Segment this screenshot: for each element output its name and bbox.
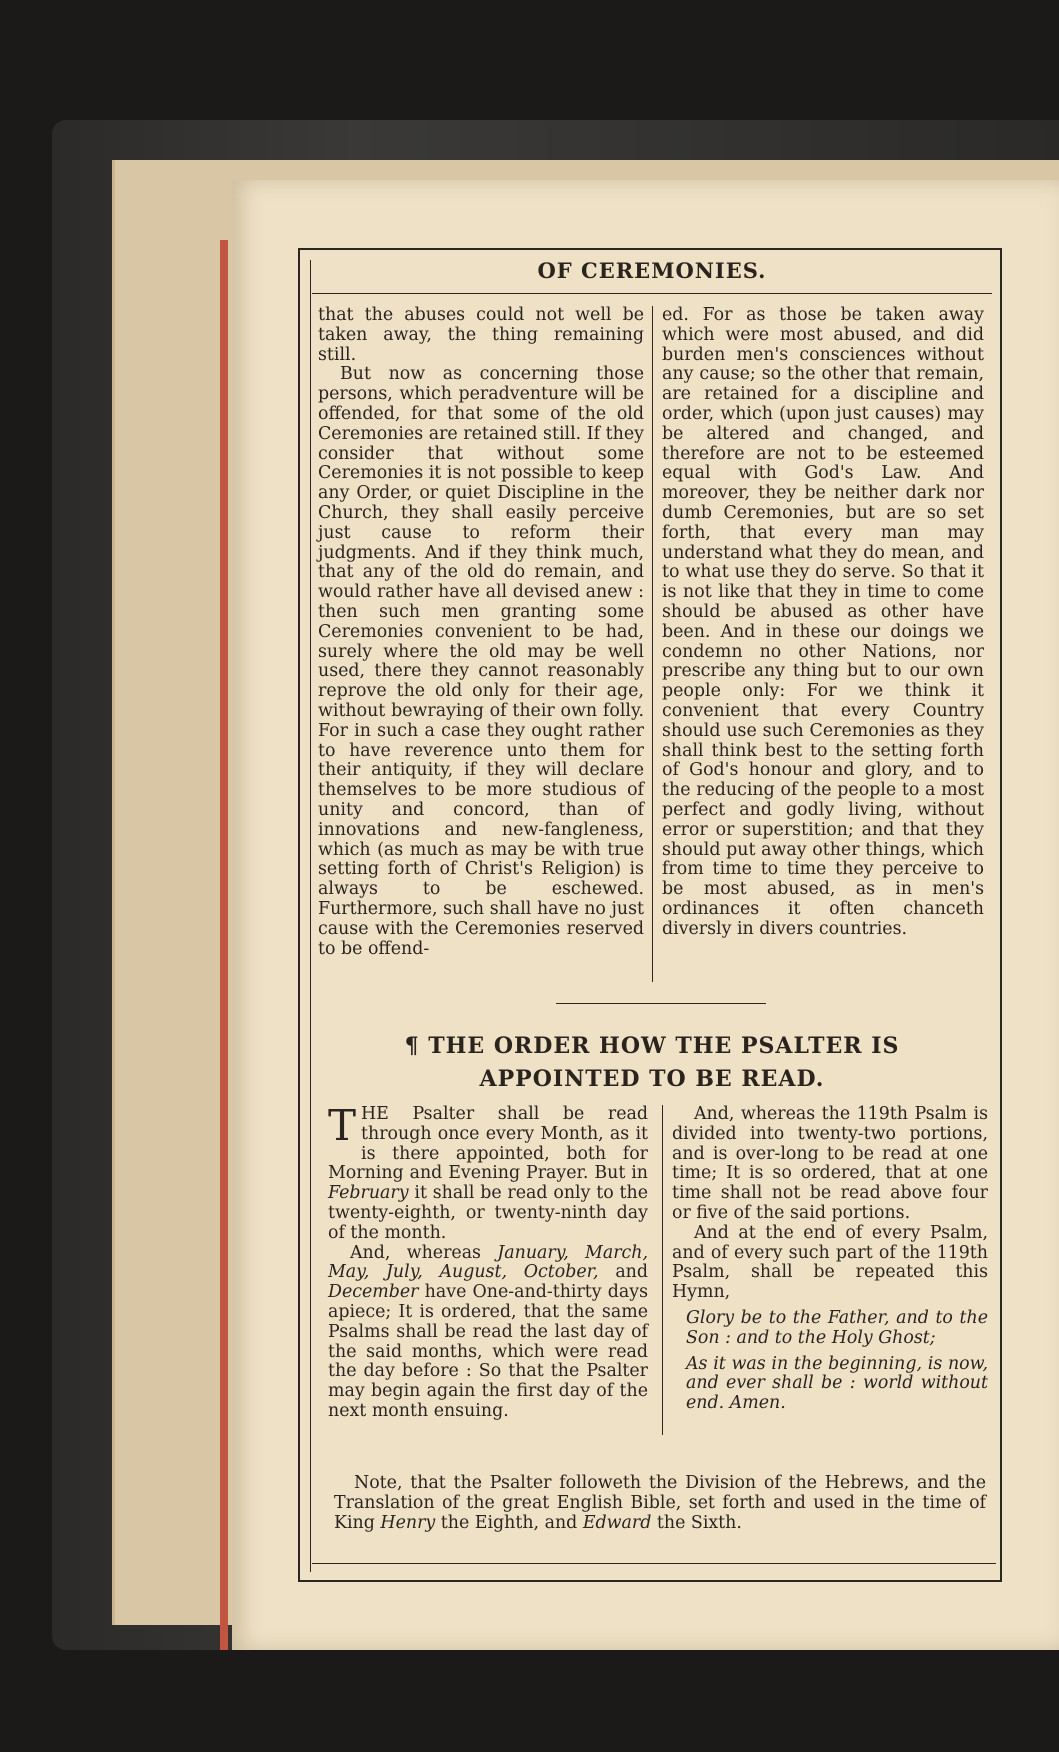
ceremonies-paragraph: ed. For as those be taken away which were most abused, and did burden men's consciences without any cause; so the other that remain, are retained for a discipline and order, which (upon just causes) may be altered and changed, and therefore are not to be esteemed equal with God's Law. And moreover, they be neither dark nor dumb Ceremonies, but are so set forth, that every man may understand what they do mean, and to what use they do serve. So that it is not like that they in time to come should be abused as other have been. And in these our doings we condemn no other Nations, nor prescribe any thing but to our own people only: For we think it convenient that every Country should use such Ceremonies as they shall think best to the setting forth of God's honour and glory, and to the reducing of the people to a most perfect and godly living, without error or superstition; and that they should put away other things, which from time to time they perceive to be most abused, as in men's ordinances it often chanceth diversly in divers countries. [662, 305, 984, 939]
psalter-title-line-2: APPOINTED TO BE READ. [479, 1066, 825, 1092]
ceremonies-left-column [318, 306, 644, 959]
section-separator-rule [556, 1003, 766, 1004]
psalter-left-column [328, 1101, 649, 1422]
page-red-edge [220, 240, 228, 1650]
header-rule [312, 293, 992, 294]
column-divider [652, 306, 653, 982]
ceremonies-paragraph: But now as concerning those persons, which peradventure will be offended, for that some of the old Ceremonies are retained still. If they consider that without some Ceremonies it is not possible to keep any Order, or quiet Discipline in the Church, they shall easily perceive just cause to reform their judgments. And if they think much, that any of the old do remain, and would rather have all devised anew : then such men granting some Ceremonies convenient to be had, surely where the old may be well used, there they cannot reasonably reprove the old only for their age, without bewraying of their own folly. For in such a case they ought rather to have reverence unto them for their antiquity, if they will declare themselves to be more studious of unity and concord, than of innovations and new-fangleness, which (as much as may be with true setting forth of Christ's Religion) is always to be eschewed. Furthermore, such shall have no just cause with the Ceremonies reserved to be offend- [318, 364, 644, 959]
bottom-rule [312, 1563, 996, 1564]
drop-cap: T [328, 1101, 357, 1150]
psalter-paragraph-3: And, whereas the 119th Psalm is divided into twenty-two portions, and is over-long to be read at one time; It is so ordered, that at one time shall not be read above four or five of the said portions. [672, 1104, 988, 1223]
ceremonies-right-column [662, 306, 984, 940]
psalter-paragraph-1: THE Psalter shall be read through once every Month, as it is there appointed, both for Morning and Evening Prayer. But in February it shall be read only to the twenty-eighth, or twenty-ninth day of the month. [328, 1101, 648, 1243]
psalter-section-title [312, 1030, 992, 1096]
psalter-right-column [672, 1105, 988, 1414]
psalter-title-line-1: ¶ THE ORDER HOW THE PSALTER IS [404, 1033, 900, 1059]
psalter-note: Note, that the Psalter followeth the Division of the Hebrews, and the Translation of the great English Bible, set forth and used in the time of King Henry the Eighth, and Edward the Sixth. [334, 1473, 986, 1533]
column-divider [662, 1105, 663, 1435]
gloria-line-1: Glory be to the Father, and to the Son : and to the Holy Ghost; [686, 1307, 988, 1348]
gloria-line-2: As it was in the beginning, is now, and ever shall be : world without end. Amen. [686, 1353, 988, 1414]
ceremonies-paragraph: that the abuses could not well be taken away, the thing remaining still. [318, 305, 644, 365]
running-head: OF CEREMONIES. [537, 258, 767, 283]
psalter-paragraph-4: And at the end of every Psalm, and of every such part of the 119th Psalm, shall be repeated this Hymn, [672, 1222, 988, 1303]
psalter-paragraph-2: And, whereas January, March, May, July, August, October, and December have One-and-thirty days apiece; It is ordered, that the same Psalms shall be read the last day of the said months, which were read the day before : So that the Psalter may begin again the first day of the next month ensuing. [328, 1242, 649, 1421]
